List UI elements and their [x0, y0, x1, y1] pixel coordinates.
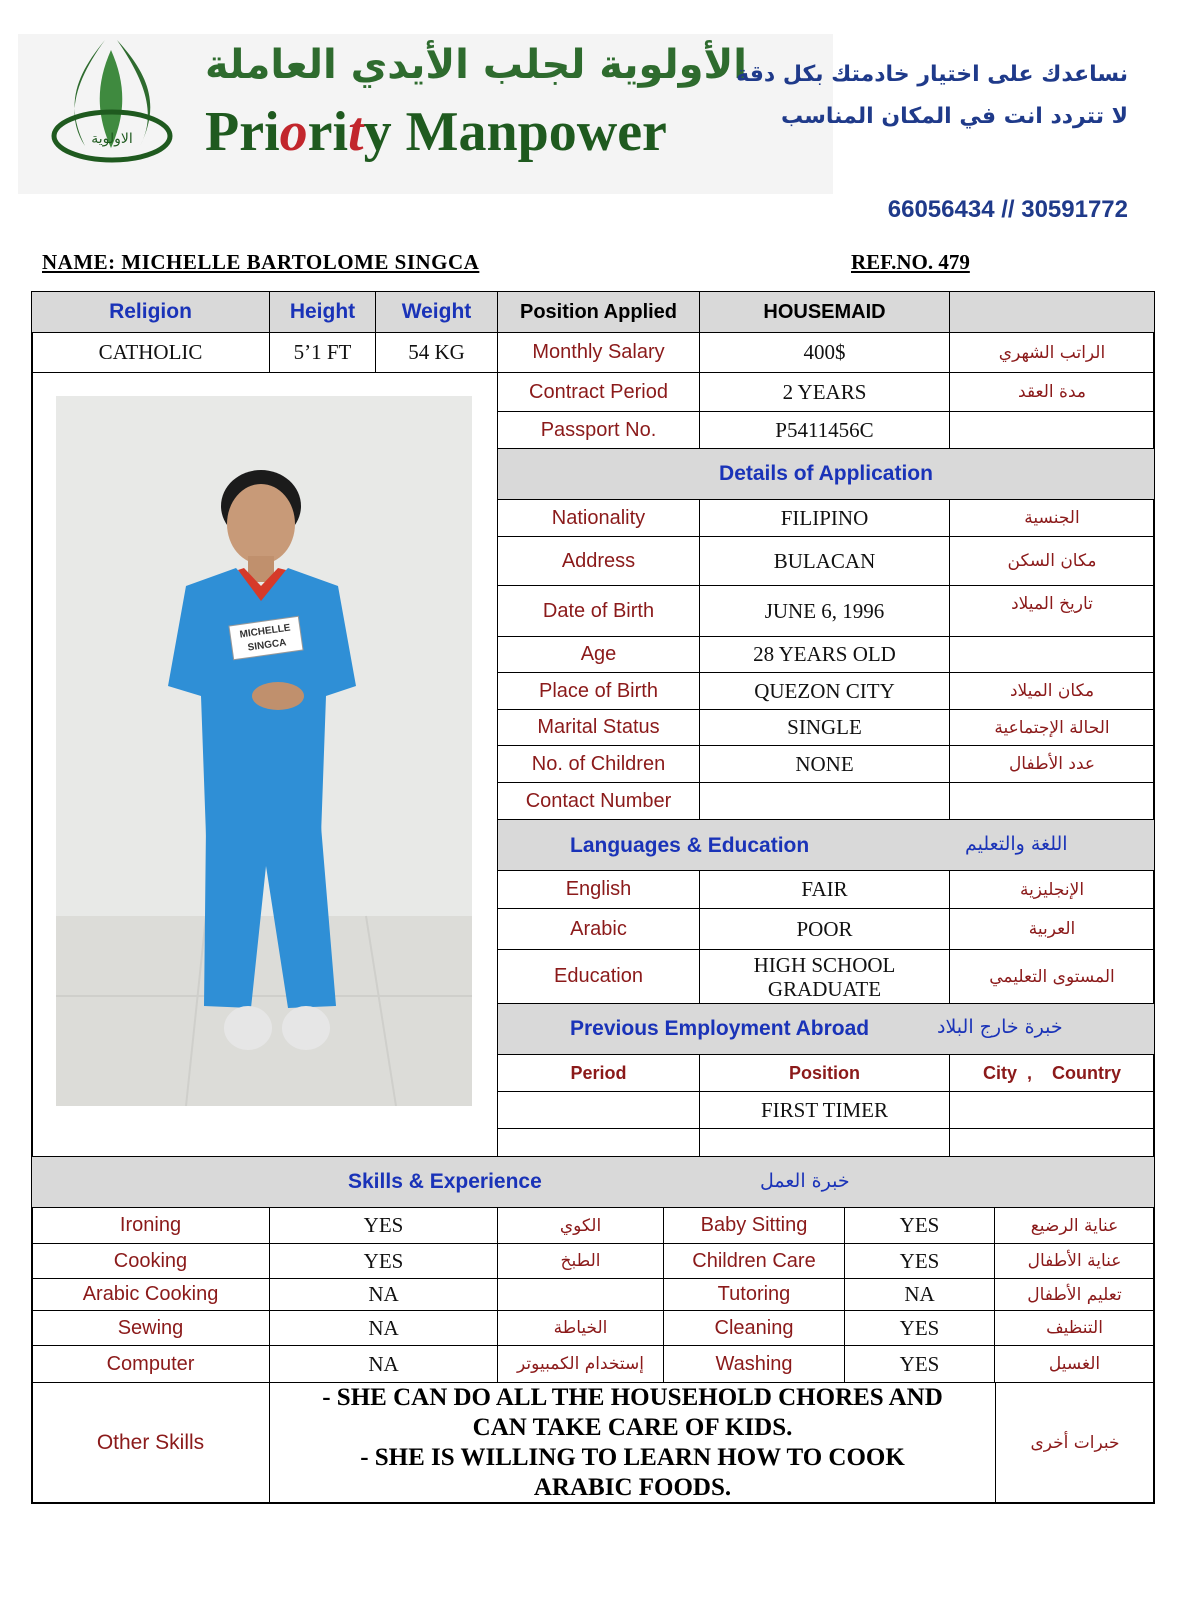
contact-phones: 66056434 // 30591772 — [887, 196, 1128, 223]
pob-ar: مكان الميلاد — [949, 672, 1155, 710]
weight-header: Weight — [375, 291, 498, 333]
marital-value: SINGLE — [699, 709, 950, 746]
company-name-english: Priority Manpower — [205, 101, 667, 163]
skill-right-value: YES — [844, 1310, 995, 1346]
dob-label: Date of Birth — [497, 585, 700, 637]
position-applied-label: Position Applied — [497, 291, 700, 333]
contact-ar — [949, 782, 1155, 820]
contract-period-label: Contract Period — [497, 372, 700, 412]
employment-col-city: City , Country — [949, 1054, 1155, 1092]
children-value: NONE — [699, 745, 950, 783]
other-skills-line2: CAN TAKE CARE OF KIDS. — [472, 1414, 793, 1441]
education-ar: المستوى التعليمي — [949, 949, 1155, 1004]
passport-label: Passport No. — [497, 411, 700, 449]
skill-left-value: NA — [269, 1310, 498, 1346]
employment-row1-position: FIRST TIMER — [699, 1091, 950, 1129]
skill-left-label: Ironing — [31, 1207, 270, 1244]
contact-value — [699, 782, 950, 820]
position-applied-value: HOUSEMAID — [699, 291, 950, 333]
address-ar: مكان السكن — [949, 536, 1155, 586]
reference-number: REF.NO. 479 — [851, 250, 970, 274]
skill-right-ar: التنظيف — [994, 1310, 1155, 1346]
children-ar: عدد الأطفال — [949, 745, 1155, 783]
religion-value: CATHOLIC — [31, 332, 270, 373]
weight-value: 54 KG — [375, 332, 498, 373]
dob-value: JUNE 6, 1996 — [699, 585, 950, 637]
education-value-line2: GRADUATE — [767, 976, 882, 1001]
age-ar — [949, 636, 1155, 673]
skill-right-value: YES — [844, 1345, 995, 1383]
skill-left-label: Computer — [31, 1345, 270, 1383]
marital-label: Marital Status — [497, 709, 700, 746]
nationality-ar: الجنسية — [949, 499, 1155, 537]
age-label: Age — [497, 636, 700, 673]
employment-row1-city — [949, 1091, 1155, 1129]
contract-period-value: 2 YEARS — [699, 372, 950, 412]
employment-row2-city — [949, 1128, 1155, 1157]
address-value: BULACAN — [699, 536, 950, 586]
other-skills-label: Other Skills — [31, 1382, 270, 1504]
company-emblem-icon — [45, 36, 180, 166]
skill-right-label: Cleaning — [663, 1310, 845, 1346]
children-label: No. of Children — [497, 745, 700, 783]
monthly-salary-label: Monthly Salary — [497, 332, 700, 373]
tagline-arabic-1: نساعدك على اختيار خادمتك بكل دقة — [736, 62, 1128, 87]
employment-col-position: Position — [699, 1054, 950, 1092]
skill-right-label: Baby Sitting — [663, 1207, 845, 1244]
contact-label: Contact Number — [497, 782, 700, 820]
name-badge-line1: MICHELLE — [239, 622, 292, 641]
skill-left-ar: الكوي — [497, 1207, 664, 1244]
skill-left-label: Arabic Cooking — [31, 1278, 270, 1311]
skill-left-value: NA — [269, 1278, 498, 1311]
skill-right-value: YES — [844, 1243, 995, 1279]
employment-col-period: Period — [497, 1054, 700, 1092]
candidate-photo — [56, 396, 472, 1106]
other-skills-line3: - SHE IS WILLING TO LEARN HOW TO COOK — [360, 1444, 905, 1471]
other-skills-line4: ARABIC FOODS. — [533, 1474, 732, 1501]
position-applied-ar — [949, 291, 1155, 333]
education-value-line1: HIGH SCHOOL — [753, 952, 896, 977]
skill-left-ar — [497, 1278, 664, 1311]
employment-title-ar: خبرة خارج البلاد — [937, 1016, 1063, 1038]
name-badge-line2: SINGCA — [247, 637, 288, 654]
skills-section-header — [31, 1156, 1155, 1208]
passport-ar — [949, 411, 1155, 449]
other-skills-text — [269, 1382, 996, 1504]
emblem-badge-text: الاولوية — [91, 131, 133, 147]
employment-row1-period — [497, 1091, 700, 1129]
company-name-arabic: الأولوية لجلب الأيدي العاملة — [205, 42, 747, 88]
skill-right-label: Children Care — [663, 1243, 845, 1279]
skill-right-label: Washing — [663, 1345, 845, 1383]
education-value — [699, 949, 950, 1004]
passport-value: P5411456C — [699, 411, 950, 449]
arabic-value: POOR — [699, 908, 950, 950]
height-header: Height — [269, 291, 376, 333]
address-label: Address — [497, 536, 700, 586]
details-section-title: Details of Application — [497, 448, 1155, 500]
employment-row2-position — [699, 1128, 950, 1157]
monthly-salary-ar: الراتب الشهري — [949, 332, 1155, 373]
nationality-label: Nationality — [497, 499, 700, 537]
skill-left-ar: الخياطة — [497, 1310, 664, 1346]
arabic-label: Arabic — [497, 908, 700, 950]
languages-title-ar: اللغة والتعليم — [965, 833, 1068, 855]
employment-row2-period — [497, 1128, 700, 1157]
skill-left-value: YES — [269, 1207, 498, 1244]
pob-label: Place of Birth — [497, 672, 700, 710]
skill-left-label: Sewing — [31, 1310, 270, 1346]
employment-title: Previous Employment Abroad — [570, 1017, 870, 1040]
dob-ar: تاريخ الميلاد — [949, 585, 1155, 637]
candidate-figure — [56, 396, 472, 1106]
tagline-arabic-2: لا تتردد انت في المكان المناسب — [780, 104, 1128, 129]
skill-left-value: YES — [269, 1243, 498, 1279]
marital-ar: الحالة الإجتماعية — [949, 709, 1155, 746]
height-value: 5’1 FT — [269, 332, 376, 373]
pob-value: QUEZON CITY — [699, 672, 950, 710]
skill-left-ar: إستخدام الكمبيوتر — [497, 1345, 664, 1383]
skill-left-label: Cooking — [31, 1243, 270, 1279]
skills-title: Skills & Experience — [348, 1170, 542, 1193]
arabic-ar: العربية — [949, 908, 1155, 950]
skill-right-ar: تعليم الأطفال — [994, 1278, 1155, 1311]
education-label: Education — [497, 949, 700, 1004]
other-skills-line1: - SHE CAN DO ALL THE HOUSEHOLD CHORES AND — [322, 1384, 943, 1411]
skill-right-ar: عناية الأطفال — [994, 1243, 1155, 1279]
skills-title-ar: خبرة العمل — [760, 1170, 850, 1192]
skill-right-value: YES — [844, 1207, 995, 1244]
age-value: 28 YEARS OLD — [699, 636, 950, 673]
skill-right-ar: عناية الرضيع — [994, 1207, 1155, 1244]
skill-right-ar: الغسيل — [994, 1345, 1155, 1383]
english-value: FAIR — [699, 870, 950, 909]
skill-left-ar: الطبخ — [497, 1243, 664, 1279]
english-label: English — [497, 870, 700, 909]
languages-title: Languages & Education — [570, 834, 810, 857]
english-ar: الإنجليزية — [949, 870, 1155, 909]
monthly-salary-value: 400$ — [699, 332, 950, 373]
contract-period-ar: مدة العقد — [949, 372, 1155, 412]
other-skills-ar: خبرات أخرى — [995, 1382, 1155, 1504]
skill-left-value: NA — [269, 1345, 498, 1383]
nationality-value: FILIPINO — [699, 499, 950, 537]
religion-header: Religion — [31, 291, 270, 333]
candidate-name: NAME: MICHELLE BARTOLOME SINGCA — [42, 250, 480, 274]
skill-right-label: Tutoring — [663, 1278, 845, 1311]
skill-right-value: NA — [844, 1278, 995, 1311]
